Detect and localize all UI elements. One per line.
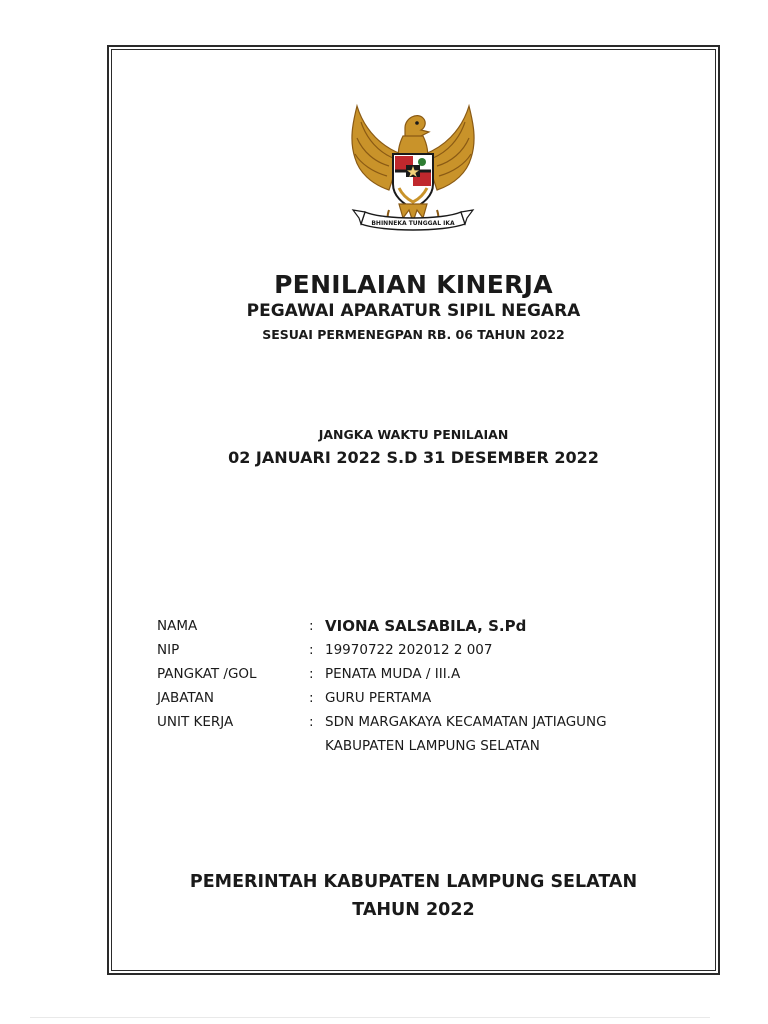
document-subtitle: PEGAWAI APARATUR SIPIL NEGARA [246, 301, 581, 321]
footer-year: TAHUN 2022 [352, 900, 475, 920]
regulation-reference: SESUAI PERMENEGPAN RB. 06 TAHUN 2022 [262, 327, 565, 342]
value-unit-continuation: KABUPATEN LAMPUNG SELATAN [325, 738, 540, 754]
period-label: JANGKA WAKTU PENILAIAN [318, 427, 509, 442]
value-position: GURU PERTAMA [325, 690, 432, 706]
label-name: NAMA [157, 618, 198, 634]
identity-row-rank [157, 662, 607, 686]
identity-row-unit-continuation [157, 734, 607, 758]
label-unit: UNIT KERJA [157, 714, 234, 730]
identity-table [157, 614, 607, 758]
value-nip: 19970722 202012 2 007 [325, 642, 493, 658]
identity-row-position [157, 686, 607, 710]
emblem-motto-text: BHINNEKA TUNGGAL IKA [371, 220, 455, 227]
identity-row-nip [157, 638, 607, 662]
footer-institution: PEMERINTAH KABUPATEN LAMPUNG SELATAN [189, 872, 638, 892]
identity-row-name [157, 614, 607, 638]
separator: : [309, 642, 314, 658]
label-rank: PANGKAT /GOL [157, 666, 257, 682]
scan-edge-line [30, 1017, 710, 1018]
label-nip: NIP [157, 642, 180, 658]
document-title: PENILAIAN KINERJA [274, 270, 553, 299]
separator: : [309, 666, 314, 682]
label-position: JABATAN [157, 690, 214, 706]
value-name: VIONA SALSABILA, S.Pd [325, 617, 527, 635]
value-unit: SDN MARGAKAYA KECAMATAN JATIAGUNG [325, 714, 607, 730]
garuda-emblem-icon [343, 92, 483, 240]
assessment-period: 02 JANUARI 2022 S.D 31 DESEMBER 2022 [228, 448, 599, 467]
value-rank: PENATA MUDA / III.A [325, 666, 461, 682]
separator: : [309, 714, 314, 730]
separator: : [309, 690, 314, 706]
identity-row-unit [157, 710, 607, 734]
separator: : [309, 618, 314, 634]
